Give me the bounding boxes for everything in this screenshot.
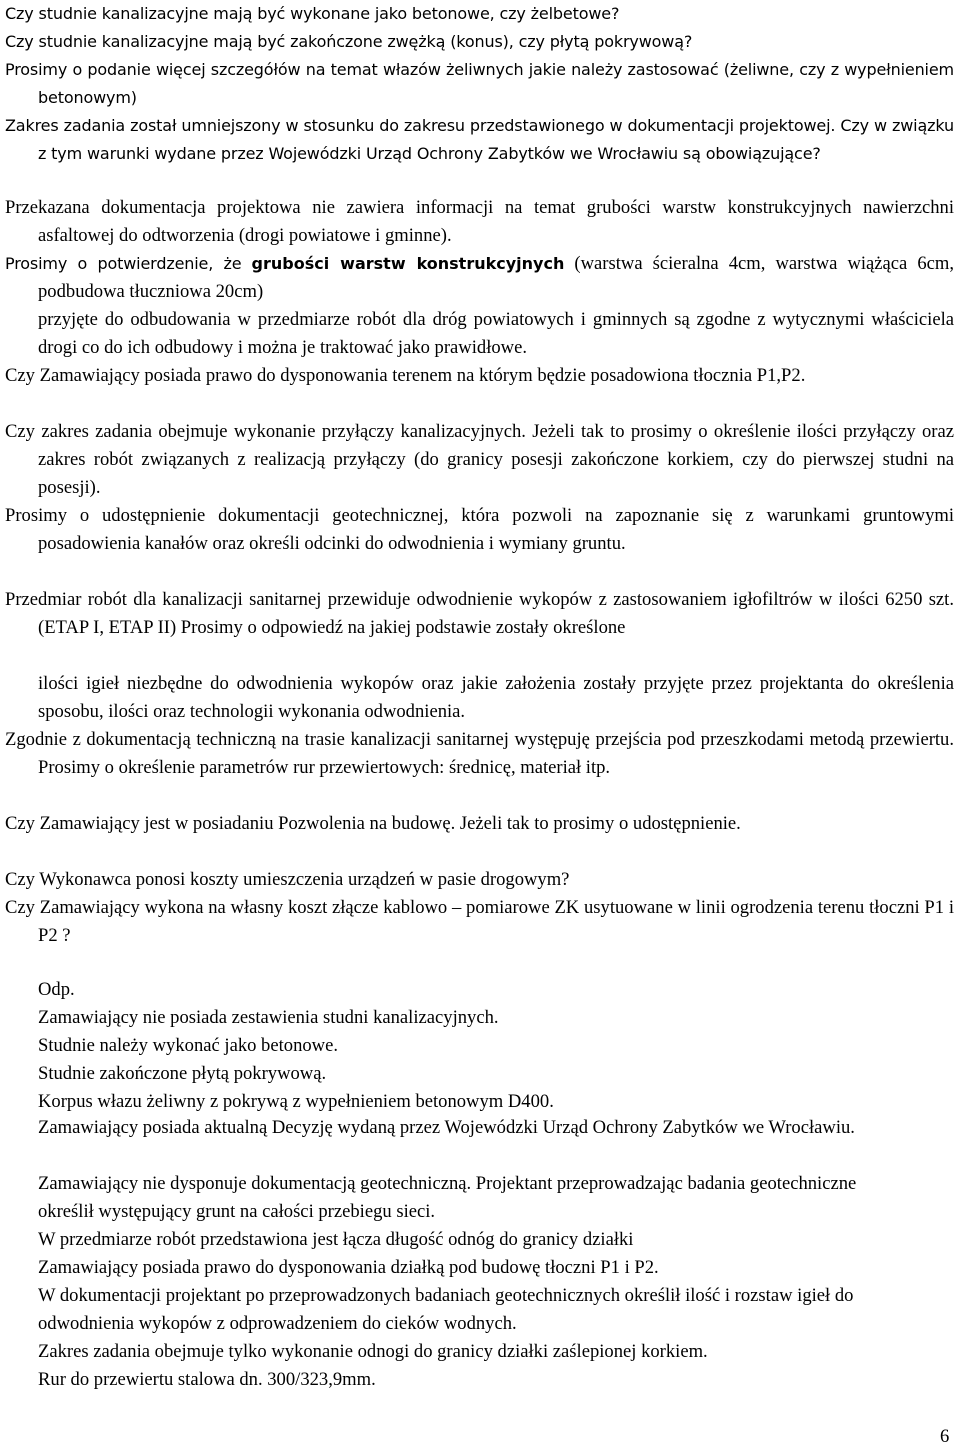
question-6-tail: (warstwa ścieralna 4cm, warstwa wiążąca 6cm, podbudowa tłuczniowa 20cm) xyxy=(38,253,955,302)
answer-3: Studnie zakończone płytą pokrywową. xyxy=(38,1063,327,1084)
question-6-lead: Prosimy o potwierdzenie, że xyxy=(5,254,242,273)
question-1: Czy studnie kanalizacyjne mają być wykonane jako betonowe, czy żelbetowe? xyxy=(5,4,620,23)
question-10-continued: ilości igieł niezbędne do odwodnienia wykopów oraz jakie założenia zostały przyjęte przez projektanta do określenia sposobu, ilości oraz technologii wykonania odwodnienia. xyxy=(38,673,954,722)
question-6 xyxy=(5,250,954,306)
answer-10: Zakres zadania obejmuje tylko wykonanie odnogi do granicy działki zaślepionej korkiem. xyxy=(38,1341,708,1362)
question-11: Zgodnie z dokumentacją techniczną na trasie kanalizacji sanitarnej występuję przejścia pod przeszkodami metodą przewiertu. Prosimy o określenie parametrów rur przewiertowych: średnicę, materiał itp. xyxy=(5,729,954,778)
answer-11: Rur do przewiertu stalowa dn. 300/323,9mm. xyxy=(38,1369,376,1390)
question-7: Czy Zamawiający posiada prawo do dysponowania terenem na którym będzie posadowiona tłocznia P1,P2. xyxy=(5,365,806,386)
question-8: Czy zakres zadania obejmuje wykonanie przyłączy kanalizacyjnych. Jeżeli tak to prosimy o określenie ilości przyłączy oraz zakres robót związanych z realizacją przyłączy (do granicy posesji zakończone korkiem, czy do pierwszej studni na posesji). xyxy=(5,421,954,498)
question-14: Czy Zamawiający wykona na własny koszt złącze kablowo – pomiarowe ZK usytuowane w linii ogrodzenia terenu tłoczni P1 i P2 ? xyxy=(5,897,954,946)
question-3: Prosimy o podanie więcej szczegółów na temat włazów żeliwnych jakie należy zastosować (żeliwne, czy z wypełnieniem betonowym) xyxy=(5,60,954,107)
question-9: Prosimy o udostępnienie dokumentacji geotechnicznej, która pozwoli na zapoznanie się z warunkami gruntowymi posadowienia kanałów oraz określi odcinki do odwodnienia i wymiany gruntu. xyxy=(5,505,954,554)
question-4 xyxy=(5,112,954,168)
answer-5: Zamawiający posiada aktualną Decyzję wydaną przez Wojewódzki Urząd Ochrony Zabytków we Wrocławiu. xyxy=(38,1117,855,1138)
question-4-text-a: Zakres zadania został umniejszony w stosunku do zakresu przedstawionego w dokumentacji projektowej. xyxy=(5,116,836,135)
page-number: 6 xyxy=(940,1426,950,1447)
answer-6: Zamawiający nie dysponuje dokumentacją geotechniczną. Projektant przeprowadzając badania geotechniczne określił występujący grunt na całości przebiegu sieci. xyxy=(38,1173,857,1222)
question-6-continued: przyjęte do odbudowania w przedmiarze robót dla dróg powiatowych i gminnych są zgodne z wytycznymi właściciela drogi co do ich odbudowy i można je traktować jako prawidłowe. xyxy=(38,309,954,358)
question-4-text-b: Czy w związku z tym warunki wydane przez Wojewódzki Urząd Ochrony Zabytków we Wrocławiu są obowiązujące? xyxy=(38,116,954,163)
answer-1: Zamawiający nie posiada zestawienia studni kanalizacyjnych. xyxy=(38,1007,499,1028)
question-2: Czy studnie kanalizacyjne mają być zakończone zwężką (konus), czy płytą pokrywową? xyxy=(5,32,693,51)
question-10: Przedmiar robót dla kanalizacji sanitarnej przewiduje odwodnienie wykopów z zastosowaniem igłofiltrów w ilości 6250 szt.(ETAP I, ETAP II) Prosimy o odpowiedź na jakiej podstawie zostały określone xyxy=(5,589,954,638)
question-12: Czy Zamawiający jest w posiadaniu Pozwolenia na budowę. Jeżeli tak to prosimy o udostępnienie. xyxy=(5,813,741,834)
answer-4: Korpus włazu żeliwny z pokrywą z wypełnieniem betonowym D400. xyxy=(38,1091,554,1112)
answer-2: Studnie należy wykonać jako betonowe. xyxy=(38,1035,338,1056)
answer-heading: Odp. xyxy=(38,979,75,1000)
question-13: Czy Wykonawca ponosi koszty umieszczenia urządzeń w pasie drogowym? xyxy=(5,869,570,890)
answer-7: W przedmiarze robót przedstawiona jest łącza długość odnóg do granicy działki xyxy=(38,1229,634,1250)
answer-8: Zamawiający posiada prawo do dysponowania działką pod budowę tłoczni P1 i P2. xyxy=(38,1257,659,1278)
question-6-bold: grubości warstw konstrukcyjnych xyxy=(251,254,565,273)
question-5: Przekazana dokumentacja projektowa nie zawiera informacji na temat grubości warstw konstrukcyjnych nawierzchni asfaltowej do odtworzenia (drogi powiatowe i gminne). xyxy=(5,197,954,246)
answer-9: W dokumentacji projektant po przeprowadzonych badaniach geotechnicznych określił ilość i rozstaw igieł do odwodnienia wykopów z odprowadzeniem do cieków wodnych. xyxy=(38,1285,854,1334)
